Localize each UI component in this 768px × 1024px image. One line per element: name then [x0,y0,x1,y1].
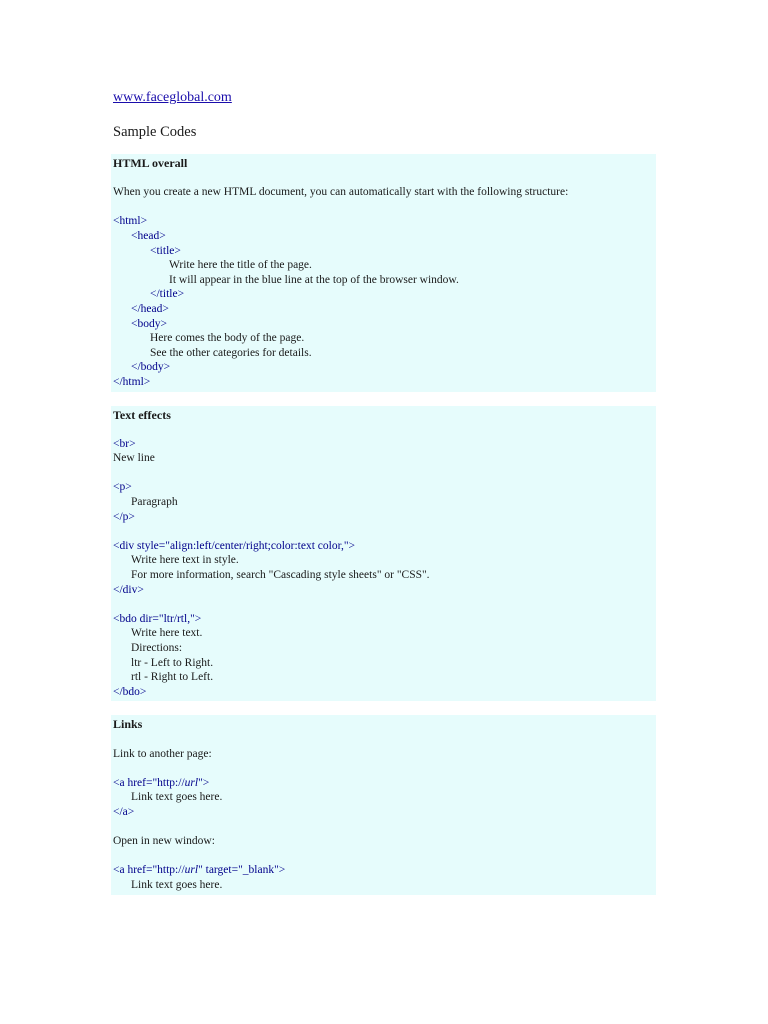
paragraph: Open in new window: [113,835,215,848]
section-links [111,715,656,894]
page-title: Sample Codes [113,124,197,140]
section-heading: HTML overall [113,156,188,170]
site-link[interactable]: www.faceglobal.com [113,90,232,105]
page [113,88,656,895]
section-heading: Text effects [113,407,171,422]
code-text: Directions: [131,642,183,654]
section-html-overall [111,154,656,392]
paragraph: Link to another page: [113,747,212,760]
code-line: <head> [131,229,166,242]
code-line: <body> [131,317,167,330]
code-text: Link text goes here. [131,791,223,804]
section-heading: Links [113,717,143,732]
code-text: rtl - Right to Left. [131,671,214,684]
code-text: Paragraph [131,496,178,509]
code-fragment: url [184,864,199,877]
code-fragment: url [184,776,199,789]
code-line: <html> [113,215,148,228]
code-line: <br> [113,437,136,450]
code-line: <bdo dir="ltr/rtl,"> [113,612,202,625]
code-line [113,863,656,878]
code-line: </p> [113,510,135,523]
code-fragment: "> [198,776,210,789]
code-fragment: " target="_blank"> [198,864,286,877]
code-text: Here comes the body of the page. [150,332,305,345]
code-text: Write here text in style. [131,554,239,567]
code-line: </bdo> [113,685,147,698]
code-line: </head> [131,302,169,315]
code-text: Link text goes here. [131,878,223,891]
code-line: </html> [113,375,151,388]
code-text: It will appear in the blue line at the top of the browser window. [169,273,459,286]
code-line: <title> [150,244,181,257]
code-fragment: <a href="http:// [113,864,185,877]
code-line: </div> [113,583,144,596]
code-line: </body> [131,361,171,374]
section-text-effects [111,406,656,702]
code-text: Write here the title of the page. [169,259,312,272]
code-text: Write here text. [131,627,203,640]
code-line: <p> [113,481,132,494]
code-line: </a> [113,805,135,818]
code-text: For more information, search "Cascading style sheets" or "CSS". [131,569,430,582]
code-text: See the other categories for details. [150,346,312,359]
code-text: ltr - Left to Right. [131,656,214,669]
code-line: </title> [150,288,185,301]
code-fragment: <a href="http:// [113,776,185,789]
code-line: <div style="align:left/center/right;color:text color,"> [113,539,356,552]
paragraph: When you create a new HTML document, you can automatically start with the following structure: [113,186,569,199]
code-line [113,776,656,791]
code-text: New line [113,452,155,465]
